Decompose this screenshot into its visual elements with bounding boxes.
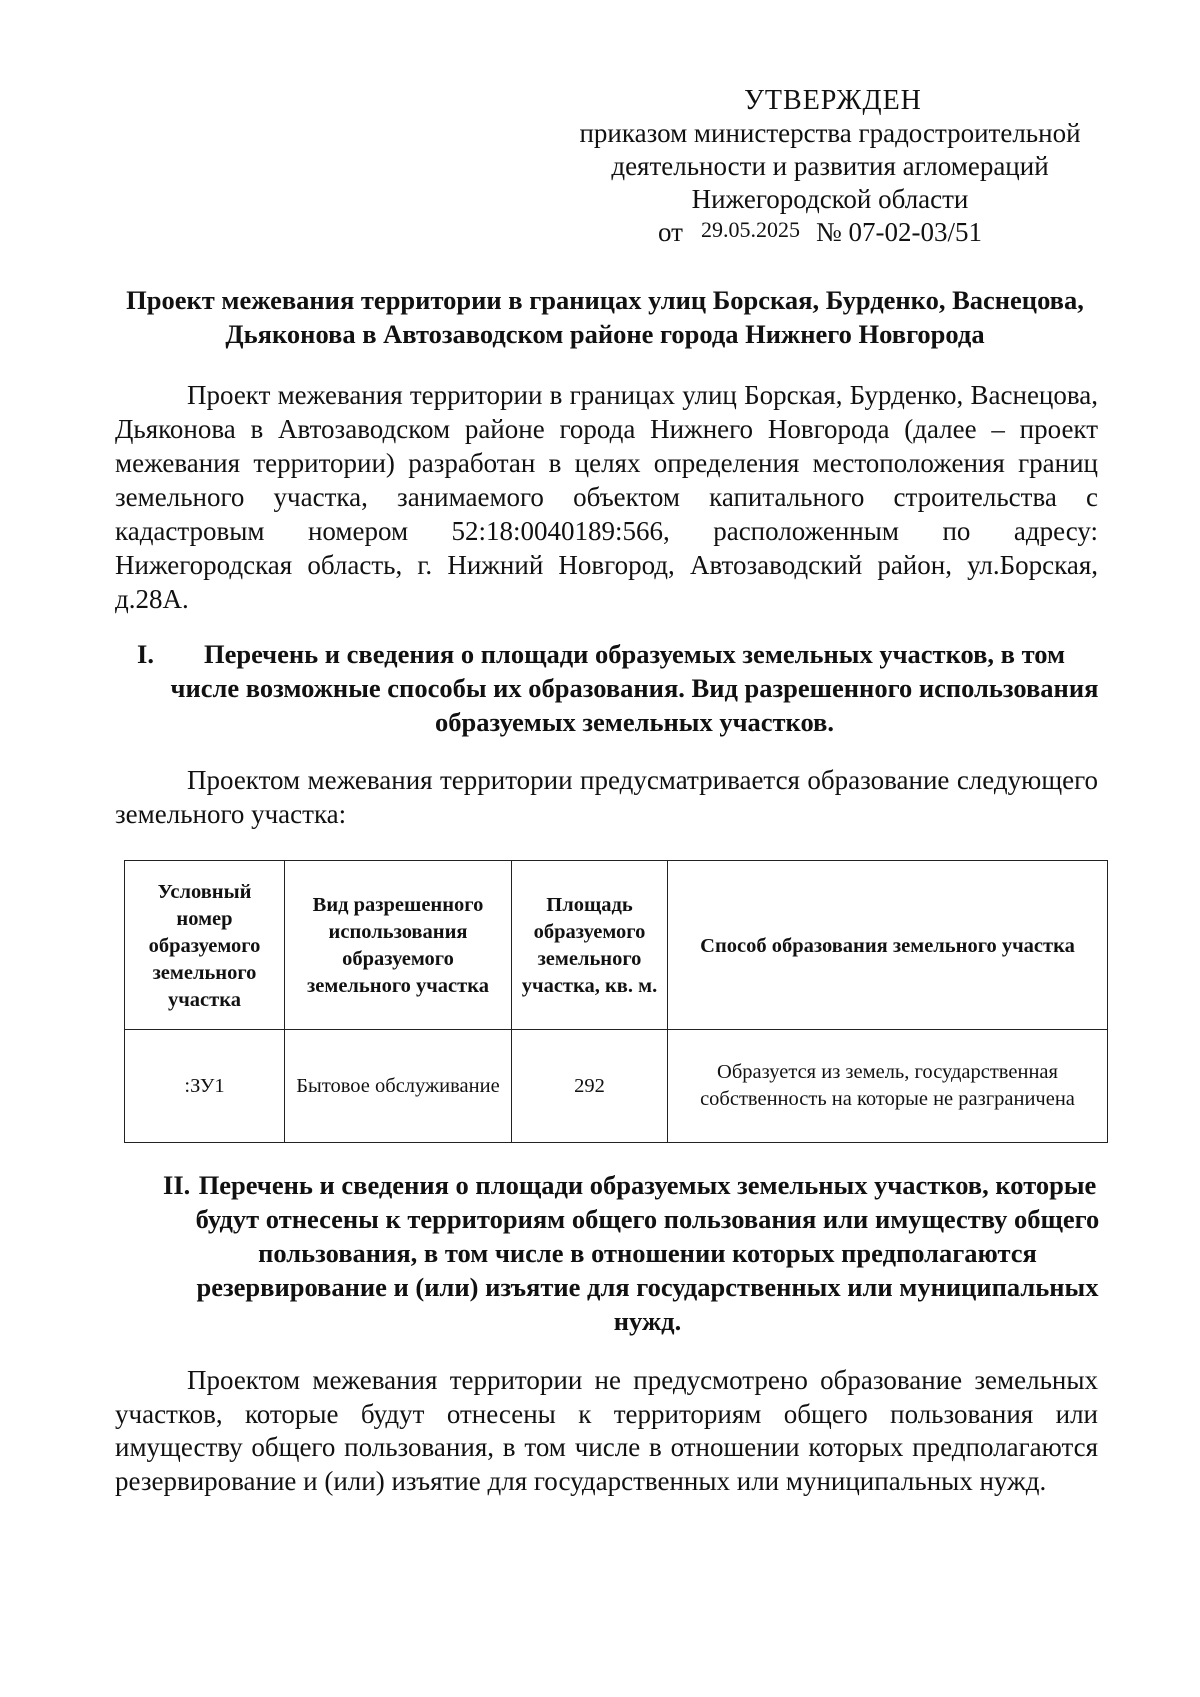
header-area: Площадь образуемого земельного участка, кв. м. [512,861,668,1030]
cell-permitted-use: Бытовое обслуживание [285,1030,512,1143]
cell-area: 292 [512,1030,668,1143]
document-title: Проект межевания территории в границах улиц Борская, Бурденко, Васнецова, Дьяконова в Автозаводском районе города Нижнего Новгорода [126,285,1084,349]
approval-order-line [560,216,1100,250]
table-header-row [125,861,1108,1030]
section-2-heading [115,1168,1100,1338]
section-2-heading-text: Перечень и сведения о площади образуемых земельных участков, которые будут отнесены к территориям общего пользования или имуществу общего пользования, в том числе в отношении которых предполагаются резервирование и (или) изъятие для государственных или муниципальных нужд. [195,1170,1100,1336]
approval-stamp-block [560,84,1100,250]
land-plots-table [124,860,1108,1143]
header-permitted-use: Вид разрешенного использования образуемого земельного участка [285,861,512,1030]
approval-title: УТВЕРЖДЕН [744,85,922,116]
header-plot-number: Условный номер образуемого земельного участка [125,861,285,1030]
approval-number: № 07-02-03/51 [815,217,982,247]
table-row [125,1030,1108,1143]
section-2-paragraph: Проектом межевания территории не предусмотрено образование земельных участков, которые будут отнесены к территориям общего пользования или имуществу общего пользования, в том числе в отношении которых предполагаются резервирование и (или) изъятие для государственных или муниципальных нужд. [115,1365,1098,1496]
approval-line-1: приказом министерства градостроительной [579,118,1081,148]
section-1-heading-text: Перечень и сведения о площади образуемых земельных участков, в том числе возможные способы их образования. Вид разрешенного использования образуемых земельных участков. [170,639,1099,737]
header-formation-method: Способ образования земельного участка [668,861,1108,1030]
cell-plot-number: :ЗУ1 [125,1030,285,1143]
section-2-number: II. [163,1170,191,1200]
section-1-paragraph: Проектом межевания территории предусматривается образование следующего земельного участка: [115,765,1098,829]
approval-from-label: от [658,217,683,247]
section-1-heading [115,637,1100,739]
intro-paragraph: Проект межевания территории в границах улиц Борская, Бурденко, Васнецова, Дьяконова в Автозаводском районе города Нижнего Новгорода (далее – проект межевания территории) разработан в целях определения местоположения границ земельного участка, занимаемого объектом капитального строительства с кадастровым номером 52:18:0040189:566, расположенным по адресу: Нижегородская область, г. Нижний Новгород, Автозаводский район, ул.Борская, д.28А. [115,380,1098,614]
land-plots-table-wrapper [124,860,1107,1143]
section-1-number: I. [137,639,154,669]
cell-formation-method: Образуется из земель, государственная собственность на которые не разграничена [668,1030,1108,1143]
approval-line-2: деятельности и развития агломераций [611,151,1049,181]
approval-line-3: Нижегородской области [691,184,969,214]
approval-date: 29.05.2025 [700,217,800,242]
